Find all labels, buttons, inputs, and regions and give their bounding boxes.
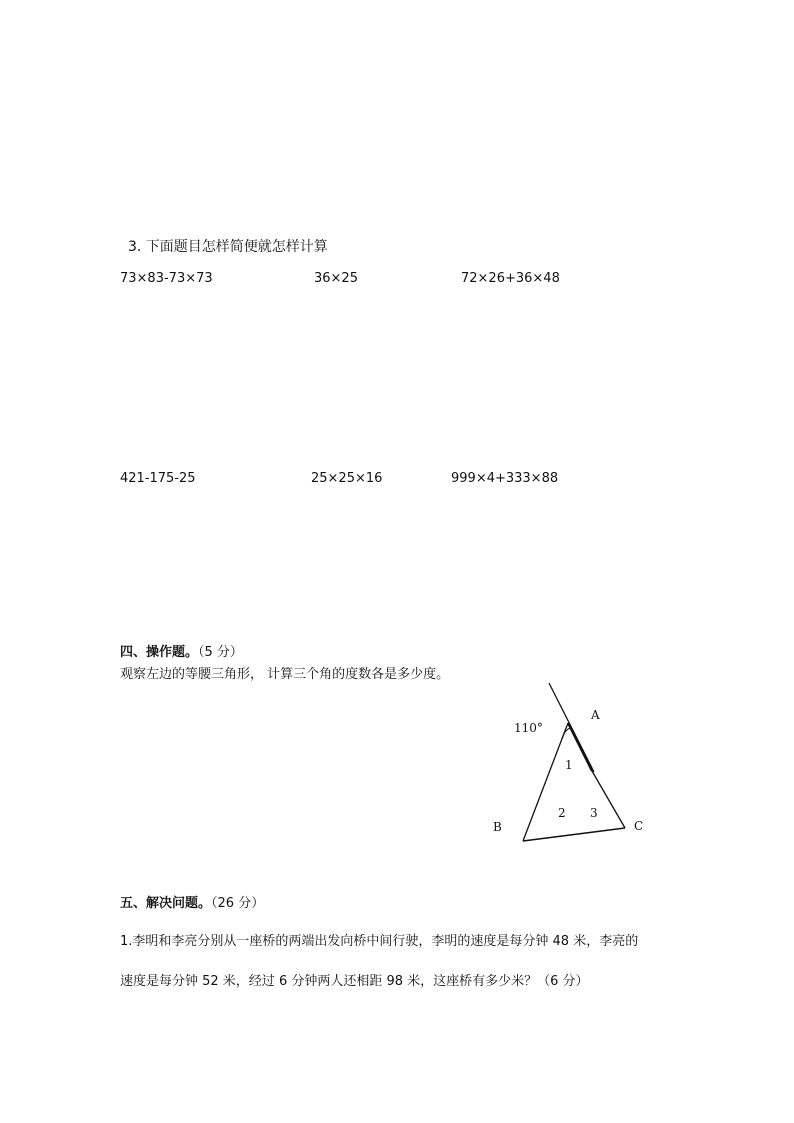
- calc-problem-6: 999×4+333×88: [451, 471, 559, 486]
- section3-title: 3. 下面题目怎样简便就怎样计算: [128, 239, 328, 255]
- angle-110-label: 110°: [514, 721, 543, 735]
- calc-problem-2: 36×25: [314, 271, 358, 286]
- section4-question: 观察左边的等腰三角形， 计算三个角的度数各是多少度。: [120, 667, 450, 682]
- side-ab: [523, 723, 568, 841]
- vertex-a-label: A: [591, 708, 600, 722]
- side-bc: [523, 828, 625, 841]
- section5-heading: [120, 892, 264, 911]
- section5-score: （26 分）: [211, 896, 265, 911]
- angle-1-label: 1: [565, 758, 573, 772]
- calc-problem-1: 73×83-73×73: [120, 271, 213, 286]
- calc-problem-4: 421-175-25: [120, 471, 196, 486]
- calc-problem-5: 25×25×16: [311, 471, 383, 486]
- isosceles-triangle-figure: [480, 680, 650, 850]
- angle-3-label: 3: [590, 806, 598, 820]
- section4-title: 四、操作题。: [120, 645, 199, 660]
- calc-problem-3: 72×26+36×48: [461, 271, 560, 286]
- problem1-line2: 速度是每分钟 52 米，经过 6 分钟两人还相距 98 米，这座桥有多少米？（6 分）: [120, 974, 589, 989]
- vertex-c-label: C: [634, 819, 644, 833]
- section4-score: （5 分）: [198, 645, 243, 660]
- section5-title: 五、解决问题。: [120, 896, 212, 911]
- problem1-line1: 1.李明和李亮分别从一座桥的两端出发向桥中间行驶，李明的速度是每分钟 48 米，李亮的: [120, 934, 639, 949]
- angle-2-label: 2: [558, 806, 566, 820]
- vertex-b-label: B: [493, 820, 502, 834]
- section4-heading: [120, 641, 243, 660]
